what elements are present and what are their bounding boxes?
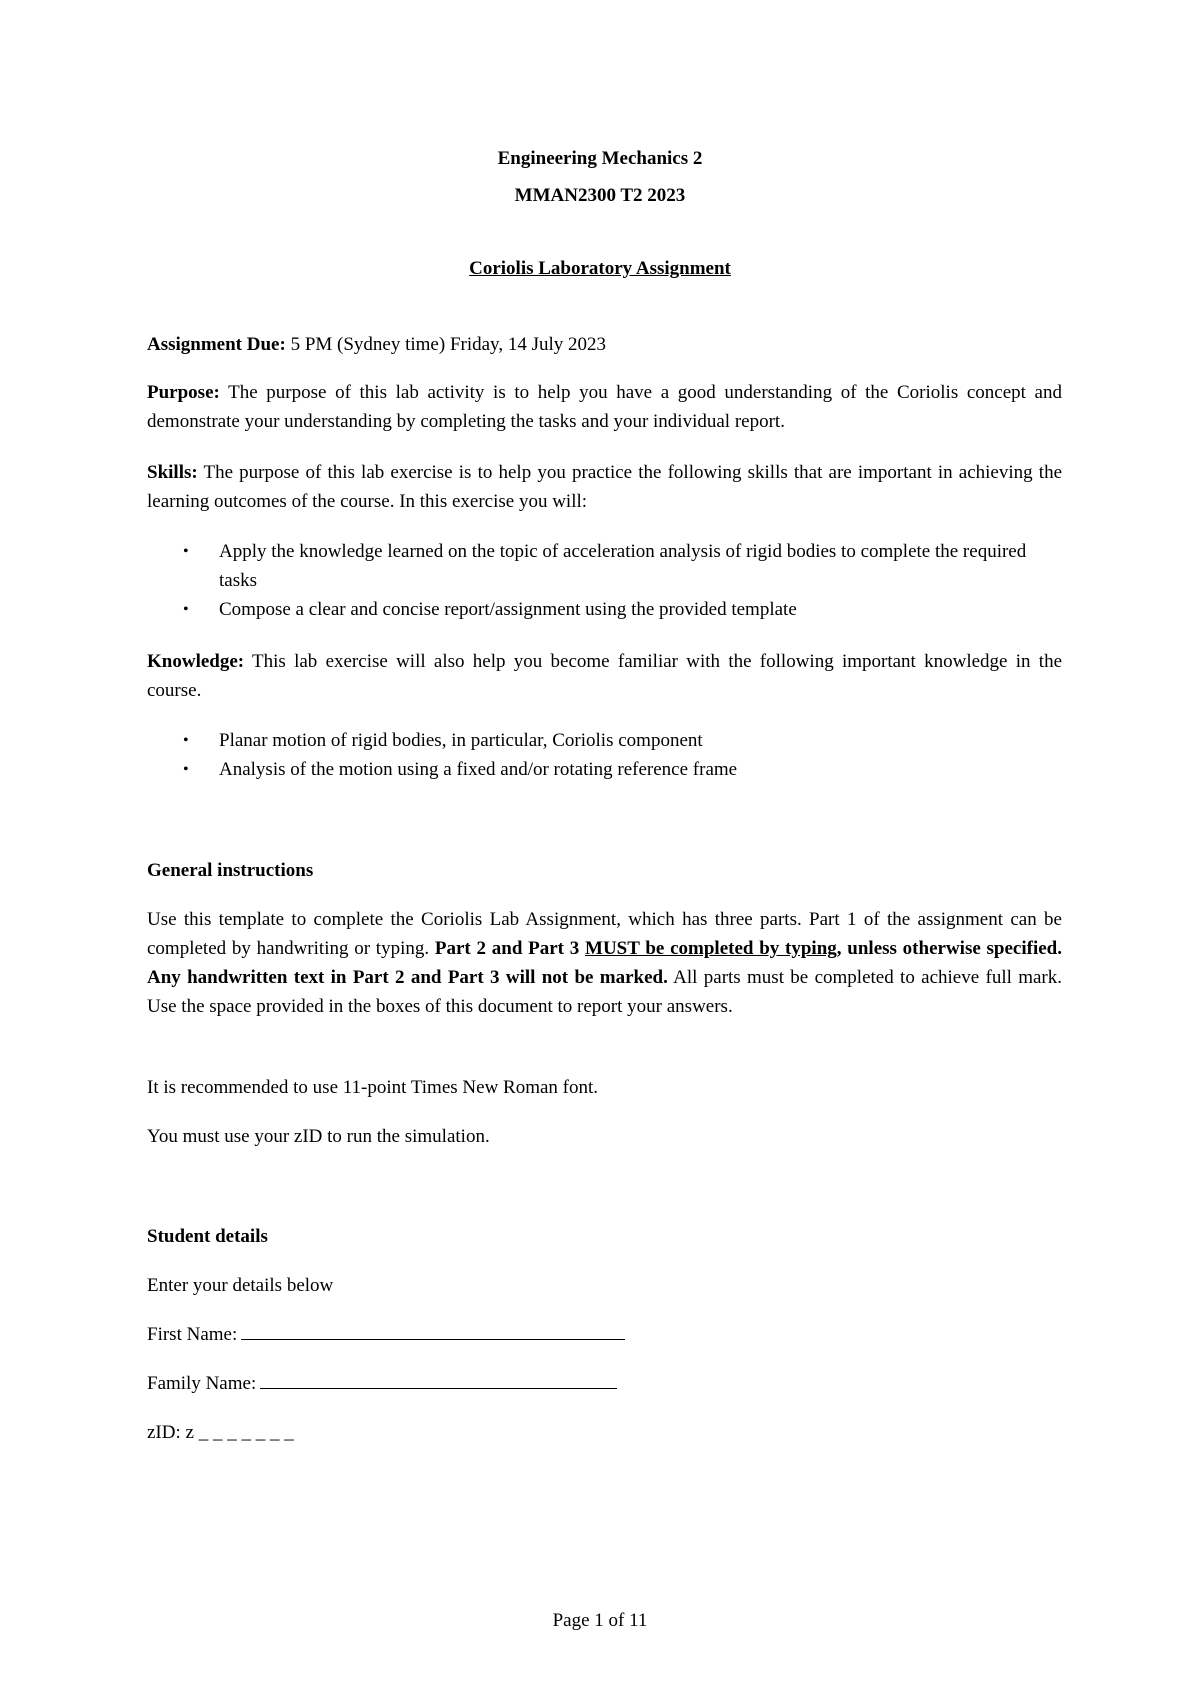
skills-paragraph	[147, 458, 1062, 516]
skills-label: Skills:	[147, 462, 198, 483]
family-name-row	[147, 1369, 1062, 1398]
list-item	[147, 537, 1062, 595]
zid-field[interactable]: _ _ _ _ _ _ _	[193, 1422, 294, 1443]
course-title: Engineering Mechanics 2	[497, 148, 703, 169]
general-bold-1: Part 2 and Part 3	[434, 938, 586, 959]
general-text-1: Use this template to complete the Coriolis Lab Assignment, which has three parts. Part 1 of the assignment can be completed by handwriting or typing.	[147, 909, 1062, 959]
font-note: It is recommended to use 11-point Times New Roman font.	[147, 1077, 599, 1098]
knowledge-paragraph	[147, 647, 1062, 705]
knowledge-list	[147, 726, 1062, 784]
general-text-2: All parts must be completed to achieve full mark. Use the space provided in the boxes of this document to report your answers.	[147, 967, 1062, 1017]
knowledge-label: Knowledge:	[147, 651, 245, 672]
purpose-label: Purpose:	[147, 382, 220, 403]
list-item	[147, 755, 1062, 784]
skills-item-text: Compose a clear and concise report/assignment using the provided template	[219, 599, 797, 620]
due-label: Assignment Due:	[147, 334, 286, 355]
page-number: Page 1 of 11	[552, 1610, 648, 1631]
skills-item-text: Apply the knowledge learned on the topic of acceleration analysis of rigid bodies to complete the required tasks	[219, 541, 1027, 591]
list-item	[147, 595, 1062, 624]
course-code: MMAN2300 T2 2023	[514, 185, 686, 206]
student-details-heading: Student details	[147, 1226, 268, 1247]
list-item	[147, 726, 1062, 755]
zid-note: You must use your zID to run the simulation.	[147, 1126, 490, 1147]
skills-list	[147, 537, 1062, 624]
knowledge-text: This lab exercise will also help you become familiar with the following important knowledge in the course.	[147, 651, 1062, 701]
knowledge-item-text: Planar motion of rigid bodies, in particular, Coriolis component	[219, 730, 703, 751]
student-details-intro: Enter your details below	[147, 1275, 334, 1296]
first-name-label: First Name:	[147, 1324, 238, 1345]
general-instructions-heading: General instructions	[147, 860, 314, 881]
knowledge-item-text: Analysis of the motion using a fixed and/or rotating reference frame	[219, 759, 738, 780]
due-line	[147, 330, 1062, 359]
zid-row	[147, 1418, 1062, 1447]
assignment-title: Coriolis Laboratory Assignment	[469, 258, 731, 279]
family-name-field[interactable]	[260, 1370, 617, 1389]
general-instructions-paragraph	[147, 905, 1062, 1021]
first-name-field[interactable]	[241, 1321, 625, 1340]
skills-text: The purpose of this lab exercise is to help you practice the following skills that are important in achieving the learning outcomes of the course. In this exercise you will:	[147, 462, 1062, 512]
bullet-icon: •	[183, 543, 189, 560]
due-value: 5 PM (Sydney time) Friday, 14 July 2023	[285, 334, 606, 355]
first-name-row	[147, 1320, 1062, 1349]
purpose-paragraph	[147, 378, 1062, 436]
bullet-icon: •	[183, 761, 189, 778]
zid-label: zID: z	[147, 1422, 194, 1443]
general-bold-2: , unless otherwise specified. Any handwritten text in Part 2 and Part 3 will not be marked.	[147, 938, 1062, 988]
family-name-label: Family Name:	[147, 1373, 257, 1394]
bullet-icon: •	[183, 732, 189, 749]
general-bold-underline: MUST be completed by typing	[585, 938, 837, 959]
purpose-text: The purpose of this lab activity is to help you have a good understanding of the Coriolis concept and demonstrate your understanding by completing the tasks and your individual report.	[147, 382, 1062, 432]
bullet-icon: •	[183, 601, 189, 618]
assignment-title-wrapper	[0, 258, 1200, 280]
